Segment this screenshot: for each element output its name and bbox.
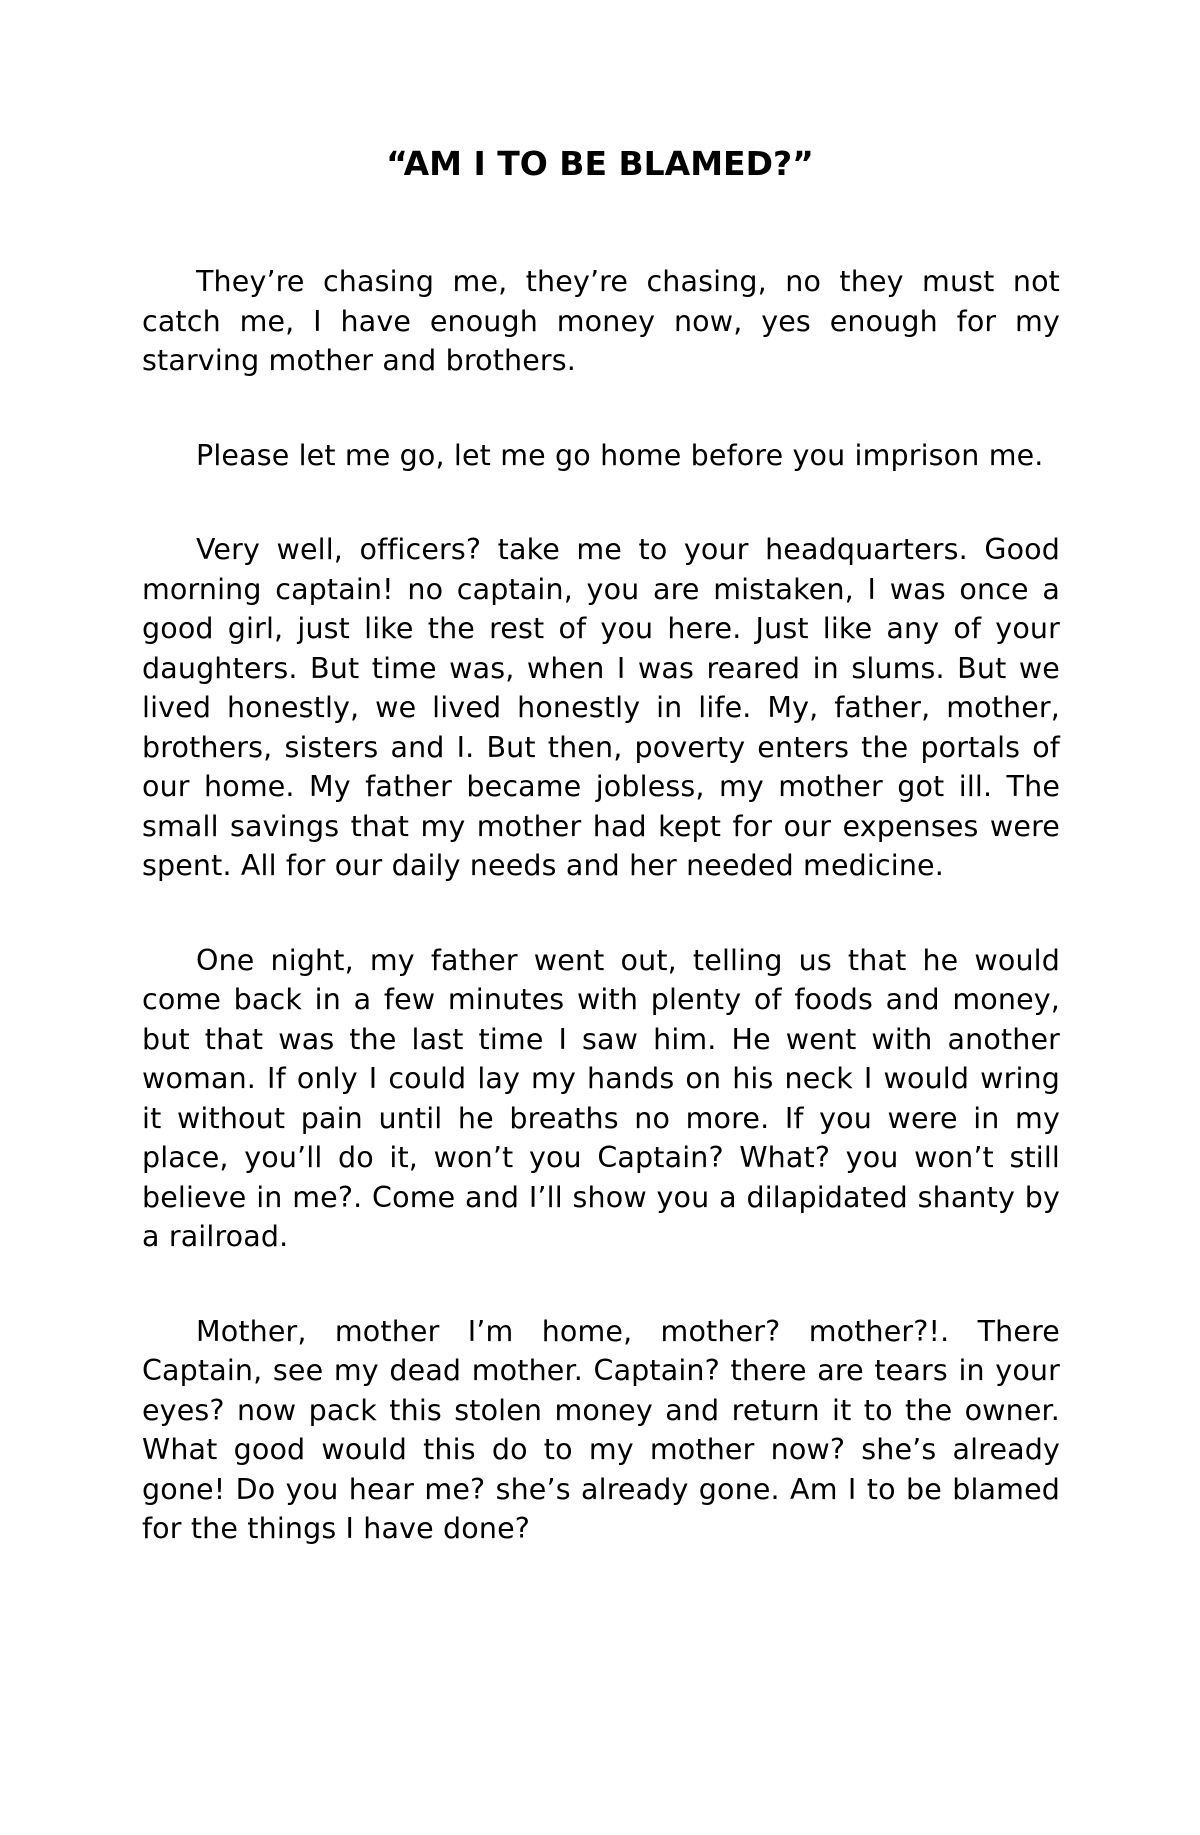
page-title: “AM I TO BE BLAMED?” (386, 144, 814, 183)
paragraph-2: Please let me go, let me go home before you imprison me. (196, 438, 1044, 472)
paragraph-4: One night, my father went out, telling us that he would come back in a few minutes with plenty of foods and money, but that was the last time I saw him. He went with another woman. If only I could lay my hands on his neck I would wring it without pain until he breaths no more. If you were in my place, you’ll do it, won’t you Captain? What? you won’t still believe in me?. Come and I’ll show you a dilapidated shanty by a railroad. (142, 943, 1060, 1253)
paragraph-5: Mother, mother I’m home, mother? mother?!. There Captain, see my dead mother. Captain? there are tears in your eyes? now pack this stolen money and return it to the owner. What good would this do to my mother now? she’s already gone! Do you hear me? she’s already gone. Am I to be blamed for the things I have done? (142, 1314, 1060, 1545)
paragraph-3: Very well, officers? take me to your headquarters. Good morning captain! no captain, you are mistaken, I was once a good girl, just like the rest of you here. Just like any of your daughters. But time was, when I was reared in slums. But we lived honestly, we lived honestly in life. My, father, mother, brothers, sisters and I. But then, poverty enters the portals of our home. My father became jobless, my mother got ill. The small savings that my mother had kept for our expenses were spent. All for our daily needs and her needed medicine. (142, 533, 1060, 882)
paragraph-1: They’re chasing me, they’re chasing, no they must not catch me, I have enough money now, yes enough for my starving mother and brothers. (142, 265, 1060, 377)
story-body (142, 262, 1060, 1604)
